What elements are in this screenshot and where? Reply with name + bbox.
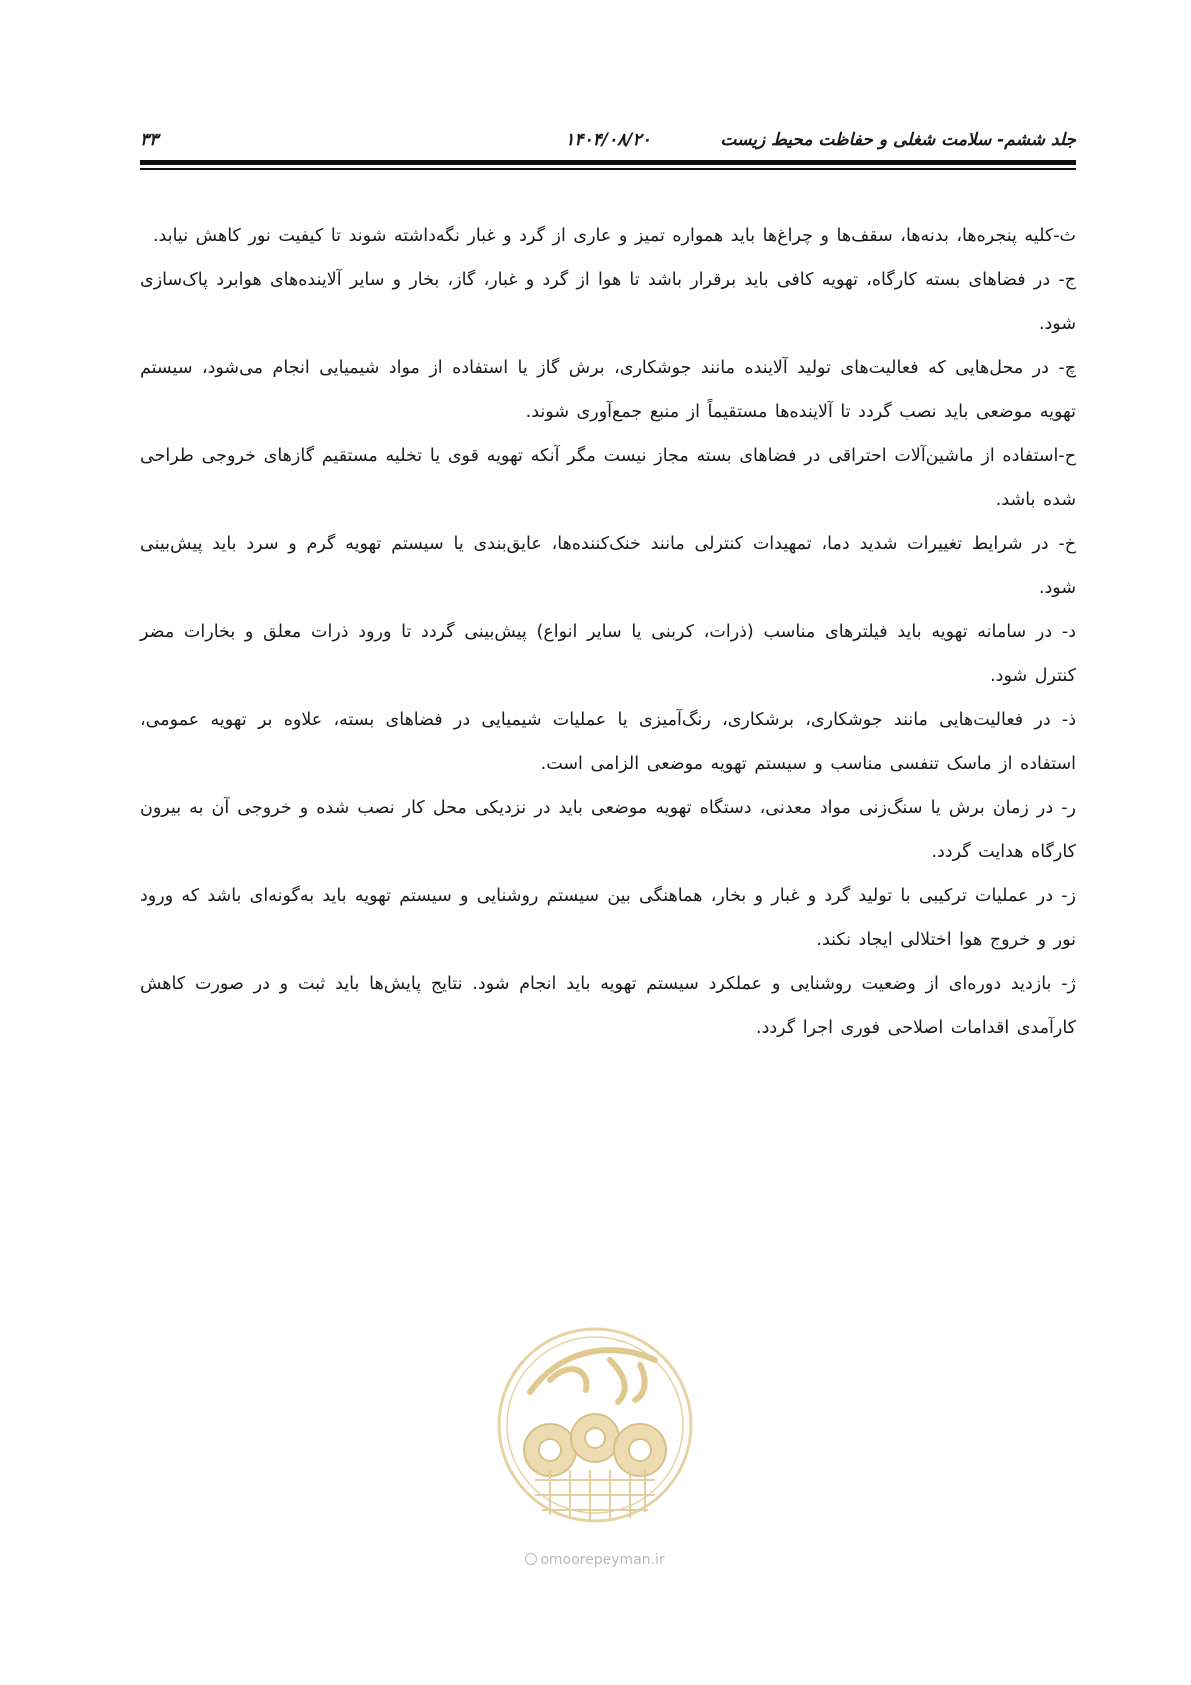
watermark-url-text: omoorepeyman.ir xyxy=(540,1552,665,1568)
body-text xyxy=(140,214,1076,1050)
header-rule-thin xyxy=(140,168,1076,170)
paragraph: د- در سامانه تهویه باید فیلترهای مناسب (ذرات، کربنی یا سایر انواع) پیش‌بینی گردد تا ورود ذرات معلق و بخارات مضر کنترل شود. xyxy=(140,622,1076,686)
paragraph: ذ- در فعالیت‌هایی مانند جوشکاری، برشکاری، رنگ‌آمیزی یا عملیات شیمیایی در فضاهای بسته، علاوه بر تهویه عمومی، استفاده از ماسک تنفسی مناسب و سیستم تهویه موضعی الزامی است. xyxy=(140,710,1076,774)
paragraph: ژ- بازدید دوره‌ای از وضعیت روشنایی و عملکرد سیستم تهویه باید انجام شود. نتایج پایش‌ها باید ثبت و در صورت کاهش کارآمدی اقدامات اصلاحی فوری اجرا گردد. xyxy=(140,974,1076,1038)
paragraph: چ- در محل‌هایی که فعالیت‌های تولید آلاینده مانند جوشکاری، برش گاز یا استفاده از مواد شیمیایی انجام می‌شود، سیستم تهویه موضعی باید نصب گردد تا آلاینده‌ها مستقیماً از منبع جمع‌آوری شوند. xyxy=(140,358,1076,422)
paragraph: ر- در زمان برش یا سنگ‌زنی مواد معدنی، دستگاه تهویه موضعی باید در نزدیکی محل کار نصب شده و خروجی آن به بیرون کارگاه هدایت گردد. xyxy=(140,798,1076,862)
paragraph: ث-کلیه پنجره‌ها، بدنه‌ها، سقف‌ها و چراغ‌ها باید همواره تمیز و عاری از گرد و غبار نگه‌داشته شوند تا کیفیت نور کاهش نیابد. xyxy=(152,226,1076,246)
paragraph: خ- در شرایط تغییرات شدید دما، تمهیدات کنترلی مانند خنک‌کننده‌ها، عایق‌بندی یا سیستم تهویه گرم و سرد باید پیش‌بینی شود. xyxy=(140,534,1076,598)
header-rule-thick xyxy=(140,160,1076,165)
book-title: جلد ششم- سلامت شغلی و حفاظت محیط زیست xyxy=(720,130,1076,150)
watermark-logo xyxy=(490,1320,700,1530)
page-number: ۳۳ xyxy=(140,130,159,150)
globe-icon xyxy=(525,1553,537,1565)
logo-seal-icon xyxy=(490,1320,700,1530)
paragraph: ز- در عملیات ترکیبی با تولید گرد و غبار و بخار، هماهنگی بین سیستم روشنایی و سیستم تهویه باید به‌گونه‌ای باشد که ورود نور و خروج هوا اختلالی ایجاد نکند. xyxy=(140,886,1076,950)
paragraph: ح-استفاده از ماشین‌آلات احتراقی در فضاهای بسته مجاز نیست مگر آنکه تهویه قوی یا تخلیه مستقیم گازهای خروجی طراحی شده باشد. xyxy=(140,446,1076,510)
watermark-url xyxy=(490,1552,700,1568)
paragraph: ج- در فضاهای بسته کارگاه، تهویه کافی باید برقرار باشد تا هوا از گرد و غبار، گاز، بخار و سایر آلاینده‌های هوابرد پاک‌سازی شود. xyxy=(140,270,1076,334)
header-date: ۱۴۰۴/۰۸/۲۰ xyxy=(565,130,651,150)
